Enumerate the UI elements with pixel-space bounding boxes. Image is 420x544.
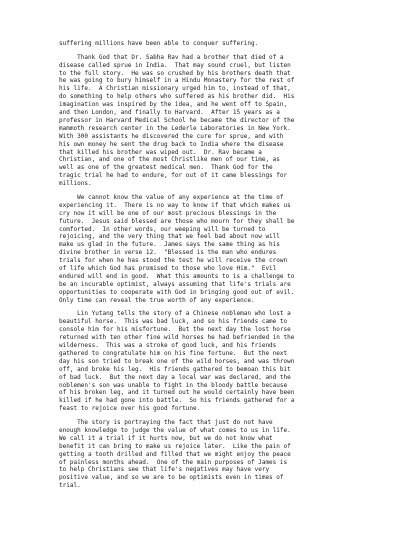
text-line: cry now it will be one of our most precious blessings in the — [59, 209, 277, 217]
text-line: benefit it can bring to make us rejoice later. Like the pain of — [59, 442, 291, 450]
text-line: day his son tried to break one of the wild horses, and was thrown — [59, 357, 295, 365]
text-line: console him for his misfortune. But the next day the lost horse — [59, 326, 291, 334]
text-line: he was going to bury himself in a Hindu Monastery for the rest of — [59, 77, 295, 85]
text-line: disease called sprue in India. That may sound cruel, but listen — [59, 61, 291, 69]
text-line: mammoth research center in the Lederle Laboratories in New York. — [59, 124, 291, 132]
text-line: to help Christians see that life's negatives may have very — [59, 466, 270, 474]
text-line: opportunities to cooperate with God in bringing good out of evil. — [59, 288, 295, 296]
text-line: Lin Yutang tells the story of a Chinese nobleman who lost a — [59, 310, 291, 318]
text-line: killed if he had gone into battle. So his friends gathered for a — [59, 397, 295, 405]
text-line: experiencing it. There is no way to know if that which makes us — [59, 201, 291, 209]
text-line: wilderness. This was a stroke of good luck, and his friends — [59, 342, 277, 350]
text-line: imagination was inspired by the idea, and he went off to Spain, — [59, 101, 288, 109]
text-line: feast to rejoice over his good fortune. — [59, 405, 201, 413]
text-line: Only time can reveal the true worth of any experience. — [59, 296, 255, 304]
text-line: do something to help others who suffered as his brother did. His — [59, 93, 295, 101]
text-line: positive value, and so we are to be optimists even in times of — [59, 474, 284, 482]
text-line: trial. — [59, 482, 81, 490]
text-line: make us glad in the future. James says the same thing as his — [59, 241, 280, 249]
text-line: Christian, and one of the most Christlike men of our time, as — [59, 156, 280, 164]
text-line: millions. — [59, 180, 92, 188]
text-line: divine brother in verse 12. "Blessed is the man who endures — [59, 249, 277, 257]
text-line: enough knowledge to judge the value of what comes to us in life. — [59, 426, 291, 434]
text-line: be an incurable optimist, always assuming that life's trials are — [59, 280, 291, 288]
text-line: future. Jesus said blessed are those who mourn for they shall be — [59, 217, 295, 225]
text-line: gathered to congratulate him on his fine fortune. But the next — [59, 349, 288, 357]
text-line: trials for when he has stood the test he will receive the crown — [59, 257, 288, 265]
text-line: and then London, and finally to Harvard. After 15 years as a — [59, 109, 280, 117]
text-line: returned with ten other fine wild horses he had befriended in the — [59, 334, 295, 342]
text-line: that killed his brother was wiped out. Dr. Rav became a — [59, 148, 262, 156]
text-line: beautiful horse. This was bad luck, and so his friends came to — [59, 318, 288, 326]
text-line: his life. A Christian missionary urged him to, instead of that, — [59, 85, 291, 93]
text-line: endured will end in good. What this amounts to is a challenge to — [59, 272, 295, 280]
paragraph — [59, 310, 392, 413]
text-line: We call it a trial if it hurts now, but we do not know what — [59, 434, 273, 442]
text-line: getting a tooth drilled and filled that we might enjoy the peace — [59, 450, 291, 458]
text-line: professor in Harvard Medical School he became the director of the — [59, 116, 295, 124]
text-line: noblemen's son was unable to fight in the bloody battle because — [59, 381, 288, 389]
text-line: to the full story. He was so crushed by his brothers death that — [59, 69, 291, 77]
text-line: Thank God that Dr. Sabha Rav had a brother that died of a — [59, 53, 284, 61]
text-line: With 300 assistants he discovered the cure for sprue, and with — [59, 132, 284, 140]
text-line: We cannot know the value of any experience at the time of — [59, 193, 284, 201]
text-line: The story is portraying the fact that just do not have — [59, 418, 273, 426]
text-line: well as one of the greatest medical men. Thank God for the — [59, 164, 273, 172]
text-line: rejoicing, and the very thing that we feel bad about now will — [59, 233, 280, 241]
text-line: off, and broke his leg. His friends gathered to bemoan this bit — [59, 365, 291, 373]
text-line: tragic trial he had to endure, for out of it came blessings for — [59, 172, 288, 180]
paragraph — [59, 40, 392, 48]
text-line: suffering millions have been able to conquer suffering. — [59, 40, 259, 47]
document-body — [59, 40, 392, 490]
text-line: of painless months ahead. One of the main purposes of James is — [59, 458, 288, 466]
paragraph — [59, 194, 392, 305]
paragraph — [59, 54, 392, 188]
paragraph — [59, 419, 392, 490]
text-line: of his broken leg, and it turned out he would certainly have been — [59, 389, 295, 397]
text-line: comforted. In other words, our weeping will be turned to — [59, 225, 266, 233]
text-line: his own money he sent the drug back to India where the disease — [59, 140, 284, 148]
text-line: of life which God has promised to those who love Him." Evil — [59, 265, 277, 273]
text-line: of bad luck. But the next day a local war was declared, and the — [59, 373, 291, 381]
